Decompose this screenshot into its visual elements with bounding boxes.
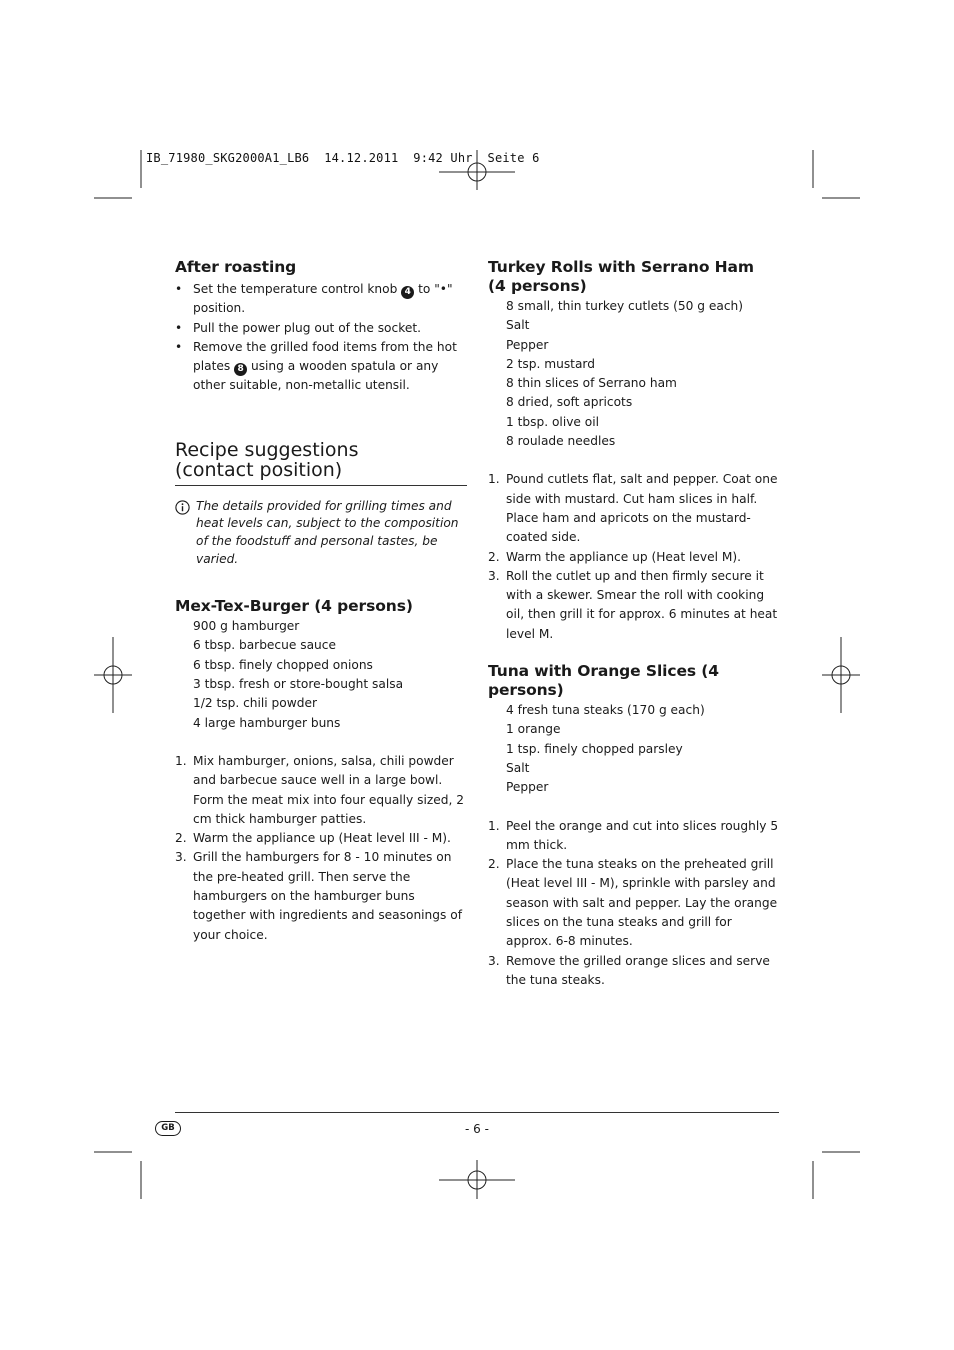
info-note: [175, 498, 467, 568]
step-item: 2. Place the tuna steaks on the preheated grill (Heat level III - M), sprinkle with parsley and season with salt and pepper. Lay the orange slices on the tuna steaks and grill for approx. 6-8 minutes.: [488, 857, 778, 949]
info-icon: [175, 500, 190, 515]
bullet-icon: •: [175, 282, 183, 296]
step-item: 1. Pound cutlets flat, salt and pepper. Coat one side with mustard. Cut ham slices in half. Place ham and apricots on the mustard-coated side.: [488, 472, 778, 545]
recipe-title-line-1: Turkey Rolls with Serrano Ham: [488, 258, 754, 276]
bullet-icon: •: [175, 320, 183, 335]
ingredient-item: Salt: [506, 760, 530, 775]
section-title: [175, 440, 467, 486]
right-column: [488, 258, 780, 990]
ingredient-item: 8 dried, soft apricots: [506, 395, 633, 410]
ingredient-item: 6 tbsp. barbecue sauce: [193, 638, 336, 653]
ingredient-list: [488, 297, 780, 451]
step-list: [175, 752, 467, 945]
step-item: 2. Warm the appliance up (Heat level III - M).: [175, 831, 451, 846]
language-badge: GB: [155, 1121, 181, 1136]
section-title-line-1: Recipe suggestions: [175, 438, 359, 461]
ingredient-item: 8 small, thin turkey cutlets (50 g each): [506, 299, 744, 313]
step-list: [488, 470, 780, 644]
ingredient-item: 8 thin slices of Serrano ham: [506, 376, 677, 391]
ingredient-list: [488, 701, 780, 797]
recipe-title-line-2: (4 persons): [488, 277, 587, 295]
print-slug: IB_71980_SKG2000A1_LB6 14.12.2011 9:42 Uhr Seite 6: [146, 151, 540, 165]
mex-tex-recipe: [175, 597, 467, 945]
ingredient-item: 1/2 tsp. chili powder: [193, 696, 317, 711]
after-roasting-heading: After roasting: [175, 258, 297, 276]
ingredient-item: Salt: [506, 318, 530, 333]
ingredient-item: 1 tsp. finely chopped parsley: [506, 741, 683, 756]
step-item: 3. Remove the grilled orange slices and serve the tuna steaks.: [488, 953, 770, 987]
ingredient-item: Pepper: [506, 337, 549, 352]
after-roasting-section: [175, 258, 467, 396]
recipe-title: Tuna with Orange Slices (4 persons): [488, 662, 719, 700]
step-item: 2. Warm the appliance up (Heat level M).: [488, 549, 742, 564]
recipe-title: Mex-Tex-Burger (4 persons): [175, 597, 413, 616]
ingredient-item: 6 tbsp. finely chopped onions: [193, 657, 373, 672]
step-item: 3. Grill the hamburgers for 8 - 10 minutes on the pre-heated grill. Then serve the hamburgers on the hamburger buns together with ingredients and seasonings of your choice.: [175, 850, 462, 942]
ingredient-item: 1 tbsp. olive oil: [506, 414, 600, 429]
ingredient-item: Pepper: [506, 780, 549, 795]
ingredient-item: 2 tsp. mustard: [506, 356, 595, 371]
bullet-icon: •: [175, 339, 183, 354]
left-column: [175, 258, 467, 945]
part-number-badge: 4: [401, 286, 414, 299]
ingredient-item: 4 large hamburger buns: [193, 715, 341, 730]
step-item: 1. Peel the orange and cut into slices roughly 5 mm thick.: [488, 818, 779, 852]
step-item: 1. Mix hamburger, onions, salsa, chili powder and barbecue sauce well in a large bowl. Form the meat mix into four equally sized, 2 cm thick hamburger patties.: [175, 753, 465, 826]
ingredient-item: 3 tbsp. fresh or store-bought salsa: [193, 677, 404, 692]
footer-divider: [175, 1112, 779, 1113]
ingredient-list: [175, 617, 467, 733]
section-title-line-2: (contact position): [175, 458, 343, 481]
list-item: • Set the temperature control knob 4 to "•" position.: [175, 282, 453, 316]
ingredient-item: 1 orange: [506, 722, 561, 737]
info-note-text: The details provided for grilling times and heat levels can, subject to the composition of the foodstuff and personal tastes, be varied.: [196, 498, 459, 566]
list-item: • Pull the power plug out of the socket.: [175, 319, 467, 338]
page-number: - 6 -: [465, 1122, 489, 1136]
tuna-recipe: [488, 662, 780, 990]
turkey-recipe: [488, 258, 780, 644]
ingredient-item: 4 fresh tuna steaks (170 g each): [506, 703, 705, 718]
ingredient-item: 900 g hamburger: [193, 619, 300, 634]
list-item: • Remove the grilled food items from the hot plates 8 using a wooden spatula or any other suitable, non-metallic utensil.: [175, 339, 457, 393]
after-roasting-list: [175, 280, 467, 396]
part-number-badge: 8: [234, 363, 247, 376]
recipe-suggestions-section: [175, 440, 467, 568]
step-list: [488, 817, 780, 991]
step-item: 3. Roll the cutlet up and then firmly secure it with a skewer. Smear the roll with cooking oil, then grill it for approx. 6 minutes at heat level M.: [488, 568, 778, 641]
ingredient-item: 8 roulade needles: [506, 434, 616, 449]
